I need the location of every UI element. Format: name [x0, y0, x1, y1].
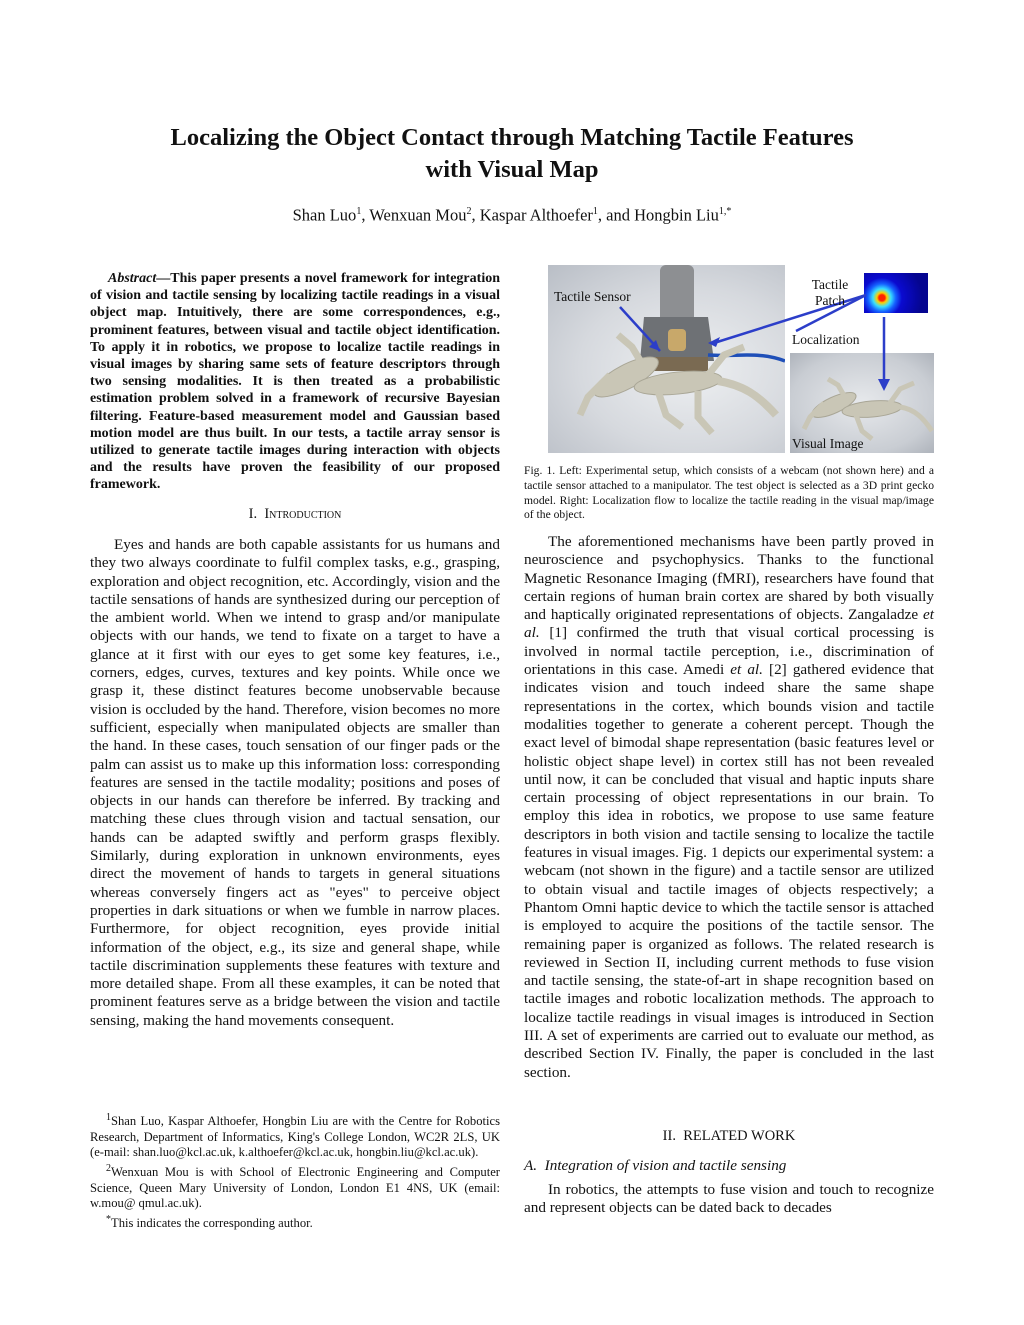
author-name: Wenxuan Mou [369, 205, 467, 225]
abstract [90, 270, 500, 494]
author-separator: , [471, 205, 480, 225]
footnote-marker: 2 [106, 1162, 111, 1174]
abstract-label: Abstract [108, 271, 157, 286]
author-name: Hongbin Liu [634, 205, 719, 225]
footnote-2 [90, 1161, 500, 1212]
label-localization: Localization [792, 332, 860, 347]
arrow-head [878, 379, 890, 391]
paragraph-text: [2] gathered evidence that indicates vision and touch indeed share the same shape representations in the cortex, which bounds vision and tactile modalities together to generate a coherent percept. Though the exact level of bimodal shape representation (basic features level or holistic object shape level) in cortex still has not been revealed until now, it can be concluded that visual and haptic inputs share certain processing of object representations in our brain. To employ this idea in robotics, we propose to use same feature descriptors in both vision and tactile sensing to localize the tactile features in visual images. Fig. 1 depicts our experimental system: a webcam (not shown in the figure) and a tactile sensor are utilized to obtain visual and tactile images of objects respectively; a Phantom Omni haptic device to which the tactile sensor is attached is employed to acquire the positions of the tactile sensor. The remaining paper is organized as follows. The related research is reviewed in Section II, including current methods to fuse vision and tactile sensing, the state-of-art in shape recognition based on tactile images and robotic localization methods. The approach to localize tactile readings in visual images is introduced in Section III. A set of experiments are carried out to evaluate our method, as described Section IV. Finally, the paper is concluded in the last section. [524, 661, 935, 1081]
footnote-1 [90, 1110, 500, 1161]
label-patch: Patch [815, 293, 845, 308]
section-heading-introduction [90, 506, 500, 523]
author-list [100, 200, 924, 228]
footnote-text: This indicates the corresponding author. [111, 1216, 313, 1231]
section-title: Introduction [264, 506, 342, 522]
label-visual-image: Visual Image [792, 436, 864, 451]
author-separator: , and [597, 205, 635, 225]
et-al: et al. [524, 606, 934, 642]
figure-caption: Fig. 1. Left: Experimental setup, which consists of a webcam (not shown here) and a tactile sensor attached to a manipulator. The test object is selected as a 3D print gecko model. Right: Localization flow to localize the tactile reading in the visual map/image of the object. [524, 464, 934, 522]
paper-title [100, 122, 924, 186]
paragraph-text: [1] confirmed the truth that visual cortical processing is involved in normal tactile perception, i.e., discrimination of orientations in this case. Amedi [524, 624, 934, 679]
title-line-2: with Visual Map [425, 156, 599, 183]
section-heading-related-work: II. RELATED WORK [662, 1128, 796, 1144]
paragraph-text: The aforementioned mechanisms have been partly proved in neuroscience and psychophysics. Thanks to the functional Magnetic Resonance Imaging (fMRI), researchers have found that certain regions of human brain cortex are shared by both visually and haptically originated representations of objects. Zangaladze [524, 533, 934, 624]
figure-1 [548, 265, 934, 453]
right-column-paragraph [524, 533, 934, 1082]
label-tactile-sensor: Tactile Sensor [554, 289, 631, 304]
abstract-text: This paper presents a novel framework for integration of vision and tactile sensing by localizing tactile readings in a visual object map. Intuitively, there are some correspondences, e.g., prominent features, between visual and tactile object identification. To apply it in robotics, we propose to localize tactile readings in visual images by sharing same sets of feature descriptors through two sensing modalities. It is then treated as a probabilistic estimation problem solved in a framework of recursive Bayesian filtering. Feature-based measurement model and Gaussian based motion model are thus built. In our tests, a tactile array sensor is utilized to generate tactile images during interaction with objects and the results have proven the feasibility of our proposed framework. [90, 271, 500, 493]
related-work-paragraph: In robotics, the attempts to fuse vision and touch to recognize and represent objects can be dated back to decades [524, 1181, 934, 1217]
et-al: et al. [730, 661, 763, 679]
label-tactile: Tactile [811, 277, 849, 292]
footnotes [90, 1110, 500, 1232]
footnote-3 [90, 1212, 500, 1232]
section-number: I. [248, 506, 258, 522]
title-line-1: Localizing the Object Contact through Matching Tactile Features [170, 124, 854, 151]
footnote-text: Shan Luo, Kaspar Althoefer, Hongbin Liu are with the Centre for Robotics Research, Department of Informatics, King's College London, WC2R 2LS, UK (e-mail: shan.luo@kcl.ac.uk, k.althoefer@kcl.ac.uk, hongbin.liu@kcl.ac.uk). [90, 1114, 500, 1160]
author-affiliation: 1 [356, 206, 362, 217]
subsection-heading: A. Integration of vision and tactile sensing [524, 1157, 787, 1174]
footnote-marker: 1 [106, 1112, 111, 1123]
label-tactile-patch [808, 277, 852, 309]
author-name: Kaspar Althoefer [479, 205, 593, 225]
introduction-paragraph: Eyes and hands are both capable assistants for us humans and they two always coordinate to fulfil complex tasks, e.g., grasping, exploration and object recognition, etc. Accordingly, vision and the tactile sensations of hands are synthesized during our perception of the ambient world. When we intend to grasp and/or manipulate objects with our hands, we tend to fixate on a target to have a glance at it first with our eyes to get some key features, i.e., corners, edges, curves, textures and key points. While once we grasp it, these distinct features become unobservable because vision is occluded by the hand. Therefore, vision becomes no more sufficient, especially when manipulated objects are smaller than the hand. In these cases, touch sensation of our finger pads or the palm can assist us to make up this information loss: corresponding features are sensed in the tactile modality; positions and poses of objects in our hands can therefore be inferred. By tracking and matching these clues through vision and tactual sensation, our hands can be adapted swiftly and perform grasps flexibly. Similarly, during exploration in unknown environments, eyes direct the movement of hands to targets in general situations whereas conversely fingers act as "eyes" to perceive object properties in dark situations or when we fumble in narrow places. Furthermore, for object recognition, eyes provide initial information of the object, e.g., its size and general shape, while tactile discrimination supplements these features with texture and more detailed shape. From all these examples, it can be noted that prominent features serve as a bridge between the vision and tactile sensing, making the hand movements consequent. [90, 536, 500, 1029]
footnote-text: Wenxuan Mou is with School of Electronic Engineering and Computer Science, Queen Mary University of London, London E1 4NS, UK (email: w.mou@ qmul.ac.uk). [90, 1165, 500, 1211]
author-affiliation: 1 [592, 206, 598, 217]
author-affiliation: 1,* [718, 206, 732, 217]
author-separator: , [361, 205, 370, 225]
footnote-marker: * [106, 1213, 111, 1225]
abstract-dash: — [156, 271, 171, 286]
author-name: Shan Luo [292, 205, 357, 225]
author-affiliation: 2 [466, 206, 472, 217]
